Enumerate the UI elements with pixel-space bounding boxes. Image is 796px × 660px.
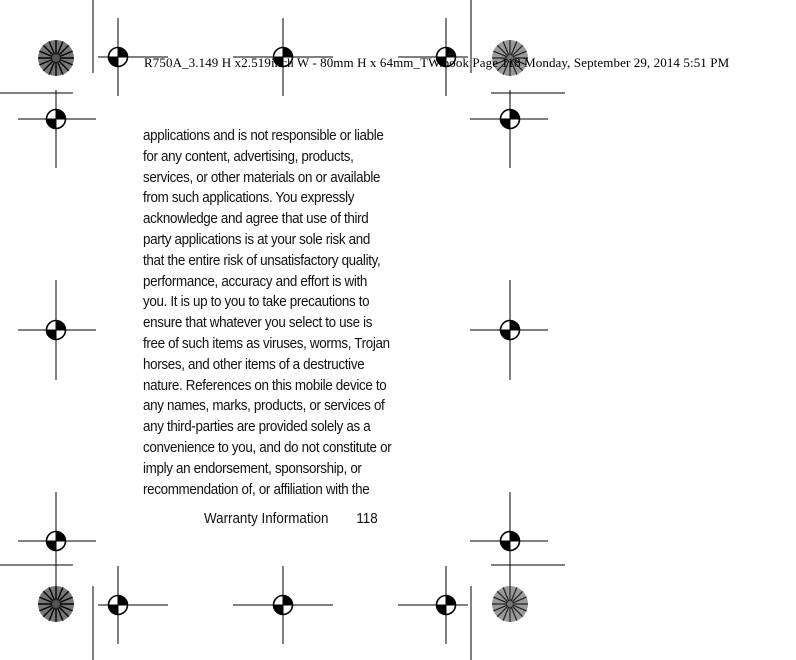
footer-section-title: Warranty Information [204, 511, 329, 527]
page-footer [204, 511, 378, 527]
text-line: that the entire risk of unsatisfactory quality, [143, 252, 381, 269]
text-line: for any content, advertising, products, [143, 148, 354, 165]
text-line: horses, and other items of a destructive [143, 356, 365, 373]
registration-mark [41, 104, 71, 134]
text-line: performance, accuracy and effort is with [143, 273, 368, 290]
registration-mark [103, 42, 133, 72]
text-line: services, or other materials on or available [143, 169, 381, 186]
text-line: recommendation of, or affiliation with the [143, 481, 370, 498]
registration-mark [103, 590, 133, 620]
print-slug-line: R750A_3.149 H x2.519inch W - 80mm H x 64mm_TW.book Page 118 Monday, September 29, 2014 5:51 PM [144, 55, 730, 70]
text-line: acknowledge and agree that use of third [143, 211, 369, 228]
text-line: any names, marks, products, or services of [143, 398, 385, 415]
registration-mark [495, 526, 525, 556]
registration-mark [268, 590, 298, 620]
registration-mark [41, 315, 71, 345]
starburst-mark [38, 586, 74, 622]
text-line: you. It is up to you to take precautions to [143, 294, 370, 311]
registration-mark [41, 526, 71, 556]
registration-mark [495, 104, 525, 134]
warranty-body-text [143, 126, 408, 500]
text-line: free of such items as viruses, worms, Trojan [143, 335, 390, 352]
text-line: ensure that whatever you select to use is [143, 315, 373, 332]
text-line: convenience to you, and do not constitute or [143, 439, 392, 456]
text-line: from such applications. You expressly [143, 190, 355, 207]
text-line: any third-parties are provided solely as a [143, 419, 371, 436]
starburst-mark [492, 586, 528, 622]
text-line: imply an endorsement, sponsorship, or [143, 460, 362, 477]
starburst-mark [38, 40, 74, 76]
text-line: party applications is at your sole risk and [143, 231, 371, 248]
registration-mark [495, 315, 525, 345]
text-line: nature. References on this mobile device to [143, 377, 387, 394]
registration-mark [431, 590, 461, 620]
text-line: applications and is not responsible or liable [143, 128, 384, 144]
page-number: 118 [356, 511, 378, 527]
